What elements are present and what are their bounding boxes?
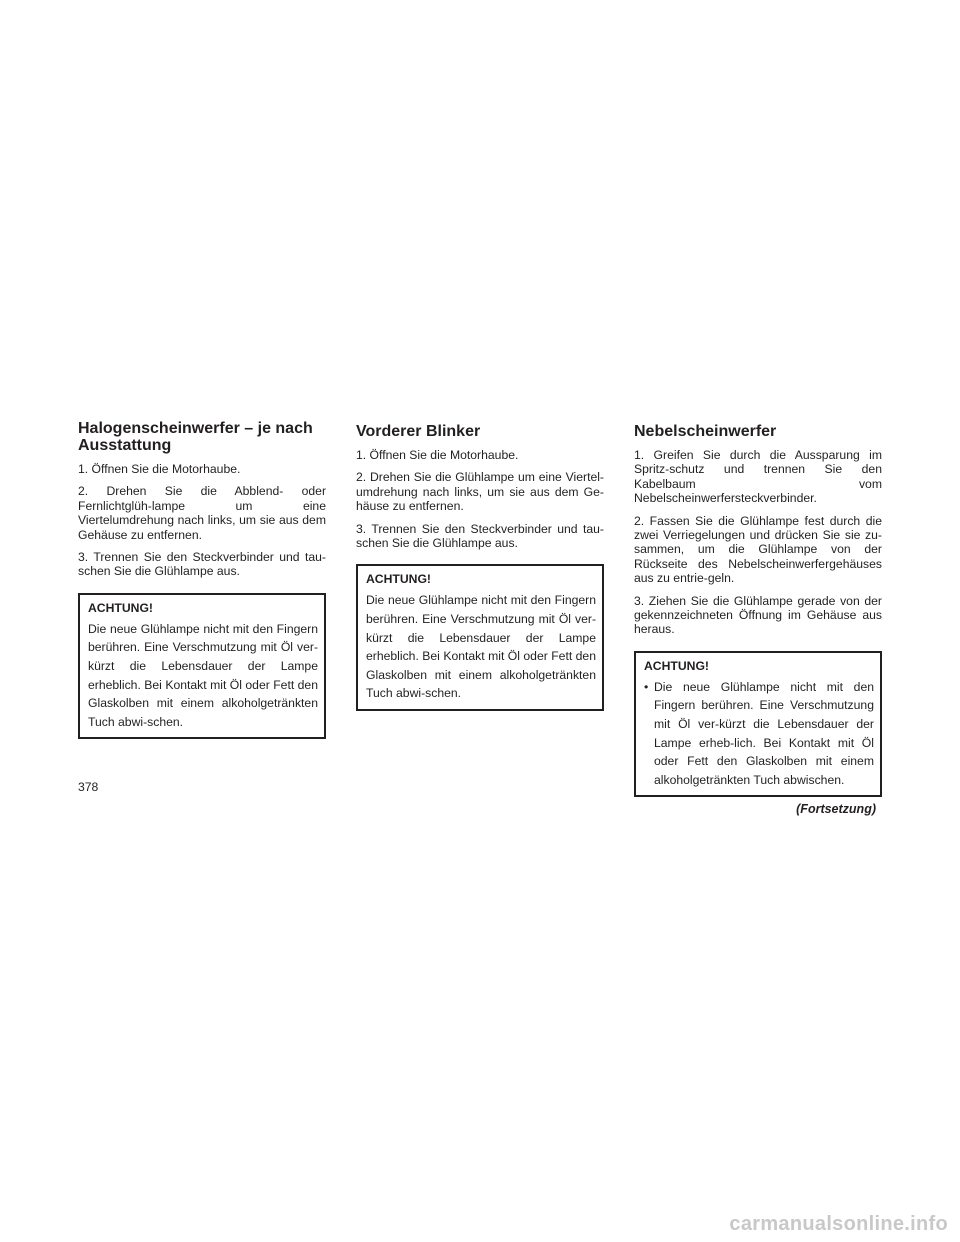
step-2: 2. Drehen Sie die Glühlampe um eine Viertel-umdrehung nach links, um sie aus dem Ge-häuse zu entfernen. bbox=[356, 470, 604, 514]
step-3: 3. Trennen Sie den Steckverbinder und tau-schen Sie die Glühlampe aus. bbox=[356, 521, 604, 551]
warning-text: Die neue Glühlampe nicht mit den Fingern berühren. Eine Verschmutzung mit Öl ver-kürzt die Lebensdauer der Lampe erheblich. Bei Kontakt mit Öl oder Fett den Glaskolben mit einem alkoholgetränkten Tuch abwi-schen. bbox=[366, 593, 596, 701]
step-3: 3. Trennen Sie den Steckverbinder und tau-schen Sie die Glühlampe aus. bbox=[78, 550, 326, 579]
section-title-fog: Nebelscheinwerfer bbox=[634, 423, 777, 440]
warning-box bbox=[78, 593, 326, 740]
warning-box bbox=[634, 651, 882, 798]
warning-text: Die neue Glühlampe nicht mit den Fingern berühren. Eine Verschmutzung mit Öl ver-kürzt die Lebensdauer der Lampe erheblich. Bei Kontakt mit Öl oder Fett den Glaskolben mit einem alkoholgetränkten Tuch abwi-schen. bbox=[88, 621, 318, 729]
column-blinker bbox=[356, 420, 604, 711]
step-3: 3. Ziehen Sie die Glühlampe gerade von der gekennzeichneten Öffnung im Gehäuse aus heraus. bbox=[634, 593, 882, 637]
warning-title: ACHTUNG! bbox=[644, 658, 709, 673]
step-2: 2. Fassen Sie die Glühlampe fest durch die zwei Verriegelungen und drücken Sie sie zu-sammen, um die Glühlampe von der Rückseite des Nebelscheinwerfergehäuses aus zu entrie-geln. bbox=[634, 513, 882, 586]
page-number: 378 bbox=[78, 780, 99, 794]
column-fog bbox=[634, 420, 882, 816]
warning-box bbox=[356, 564, 604, 711]
step-1: 1. Greifen Sie durch die Aussparung im Spritz-schutz und trennen Sie den Kabelbaum vom Nebelscheinwerfersteckverbinder. bbox=[634, 448, 882, 506]
step-1: 1. Öffnen Sie die Motorhaube. bbox=[78, 462, 241, 476]
continued-label: (Fortsetzung) bbox=[796, 802, 876, 817]
step-2: 2. Drehen Sie die Abblend- oder Fernlichtglüh-lampe um eine Viertelumdrehung nach links, um sie aus dem Gehäuse zu entfernen. bbox=[78, 484, 326, 542]
section-title-halogen: Halogenscheinwerfer – je nach Ausstattung bbox=[78, 420, 313, 454]
section-title-blinker: Vorderer Blinker bbox=[356, 423, 481, 440]
warning-text: Die neue Glühlampe nicht mit den Fingern berühren. Eine Verschmutzung mit Öl ver-kürzt die Lebensdauer der Lampe erheb-lich. Bei Kontakt mit Öl oder Fett den Glaskolben mit einem alkoholgetränkten Tuch abwischen. bbox=[654, 679, 874, 787]
footer-watermark: carmanualsonline.info bbox=[729, 1213, 948, 1235]
step-1: 1. Öffnen Sie die Motorhaube. bbox=[356, 448, 519, 462]
warning-title: ACHTUNG! bbox=[88, 600, 153, 615]
warning-bullet-item bbox=[644, 678, 874, 790]
column-halogen bbox=[78, 420, 326, 739]
bullet-icon: • bbox=[644, 679, 649, 694]
warning-title: ACHTUNG! bbox=[366, 572, 431, 587]
